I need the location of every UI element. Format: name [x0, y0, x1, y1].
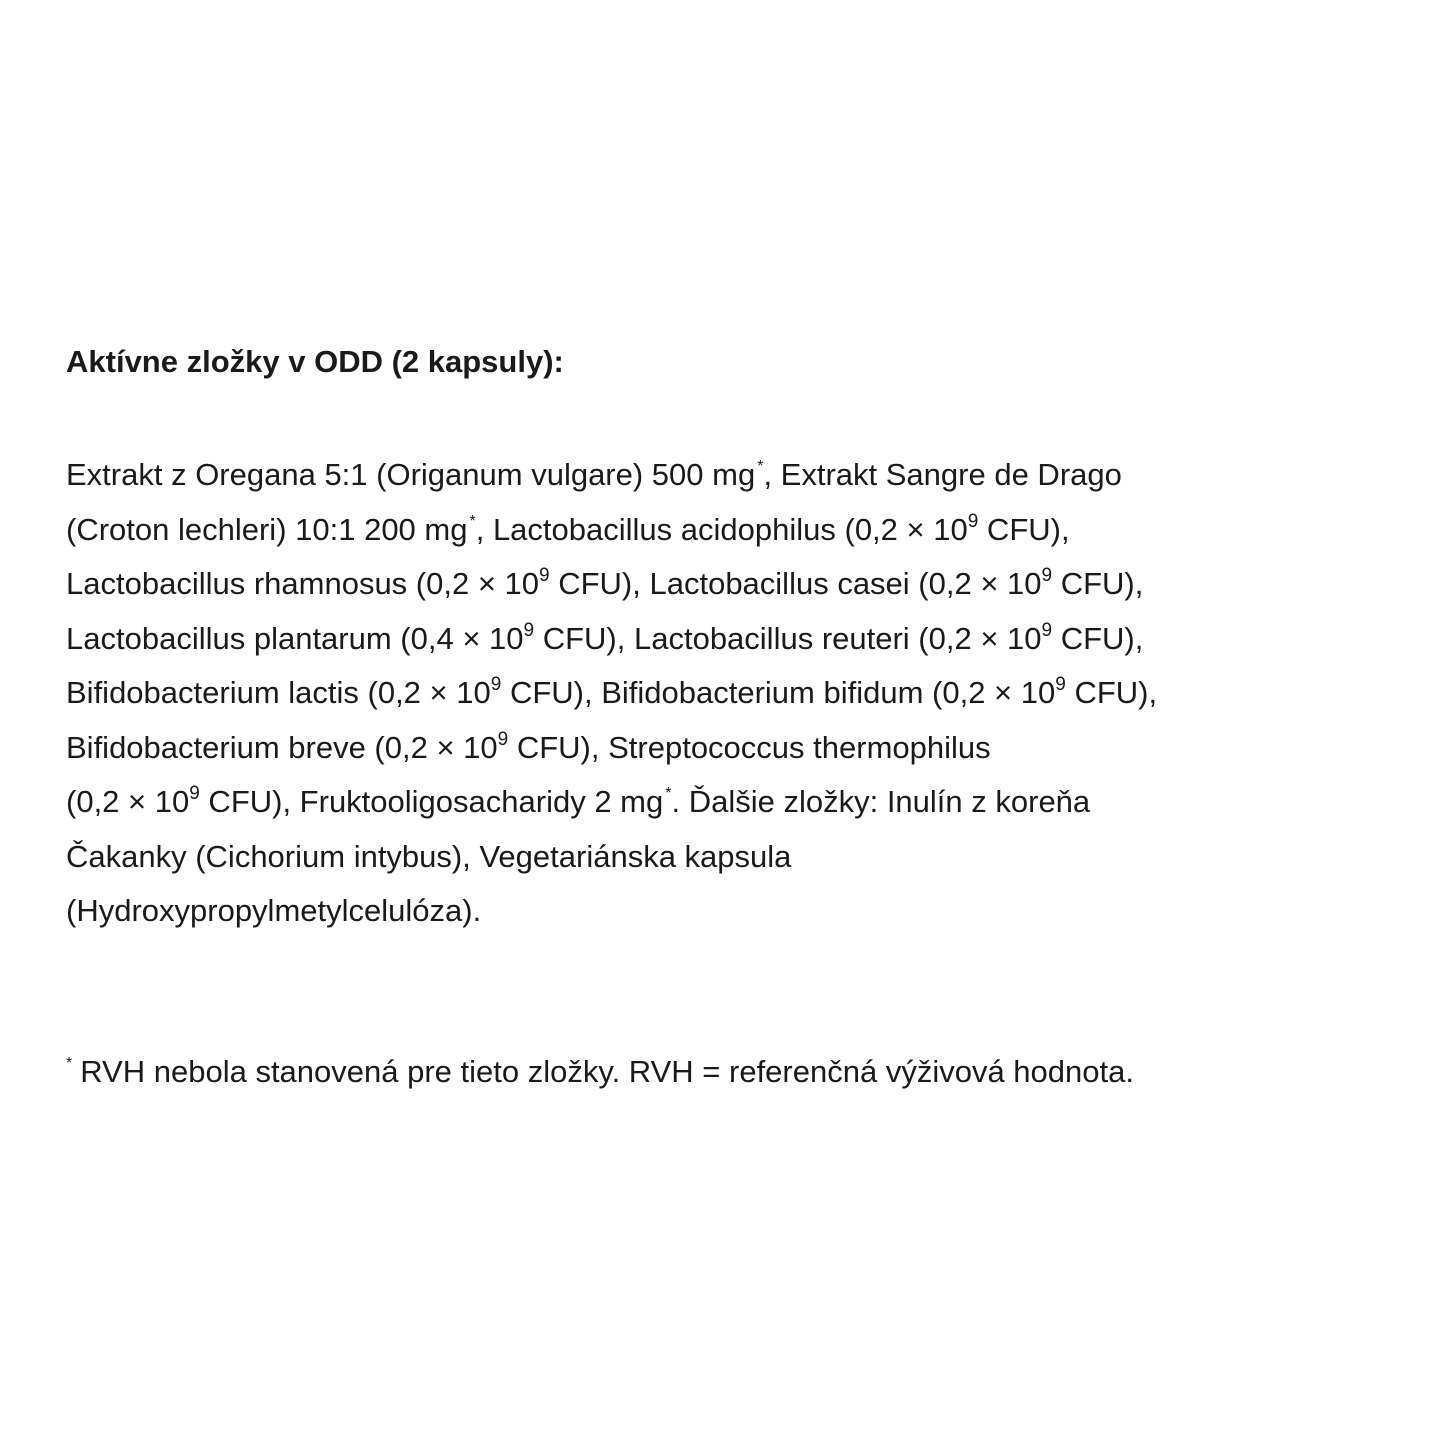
- exponent: 9: [1055, 674, 1066, 695]
- ingredients-line: Bifidobacterium lactis ($0,2 \times 10^9$ CFU), Bifidobacterium bifidum ($0,2 \times 10^9$ CFU),: [66, 674, 1158, 710]
- exponent: 9: [1041, 619, 1053, 641]
- exponent: 9: [189, 783, 200, 804]
- footnote-mark: *: [66, 1055, 73, 1072]
- ingredients-paragraph: [66, 448, 1386, 939]
- footnote-mark: *: [757, 458, 764, 475]
- ingredients-line: (Croton lechleri) 10:1 200 mg *, Lactobacillus acidophilus ($0,2 \times 10^9$ CFU),: [66, 510, 1070, 547]
- footnote: [66, 1052, 1134, 1092]
- ingredients-heading: Aktívne zložky v ODD (2 kapsuly):: [66, 344, 564, 379]
- exponent: 9: [523, 619, 535, 641]
- exponent: 9: [490, 674, 502, 695]
- exponent: 9: [539, 565, 550, 586]
- ingredients-line: ($0,2 \times 10^9$ CFU), Fruktooligosacharidy 2 mg *. Ďalšie zložky: Inulín z koreňa: [66, 783, 1091, 819]
- ingredients-line: Čakanky (Cichorium intybus), Vegetariánska kapsula: [66, 838, 792, 874]
- footnote-text: RVH nebola stanovená pre tieto zložky. RVH = referenčná výživová hodnota.: [80, 1054, 1134, 1089]
- exponent: 9: [1041, 565, 1053, 586]
- ingredients-line: Extrakt z Oregana 5:1 (Origanum vulgare) 500 mg *, Extrakt Sangre de Drago: [66, 457, 1122, 492]
- footnote-mark: *: [665, 785, 672, 802]
- exponent: 9: [967, 510, 979, 532]
- ingredients-line: Bifidobacterium breve ($0,2 \times 10^9$ CFU), Streptococcus thermophilus: [66, 728, 991, 765]
- exponent: 9: [497, 728, 509, 750]
- ingredients-line: Lactobacillus plantarum ($0,4 \times 10^9$ CFU), Lactobacillus reuteri ($0,2 \times 10^9$ CFU),: [66, 619, 1144, 656]
- footnote-mark: *: [469, 512, 476, 530]
- ingredients-line: (Hydroxypropylmetylcelulóza).: [66, 893, 482, 928]
- ingredients-line: Lactobacillus rhamnosus ($0,2 \times 10^9$ CFU), Lactobacillus casei ($0,2 \times 10^9$ CFU),: [66, 565, 1144, 601]
